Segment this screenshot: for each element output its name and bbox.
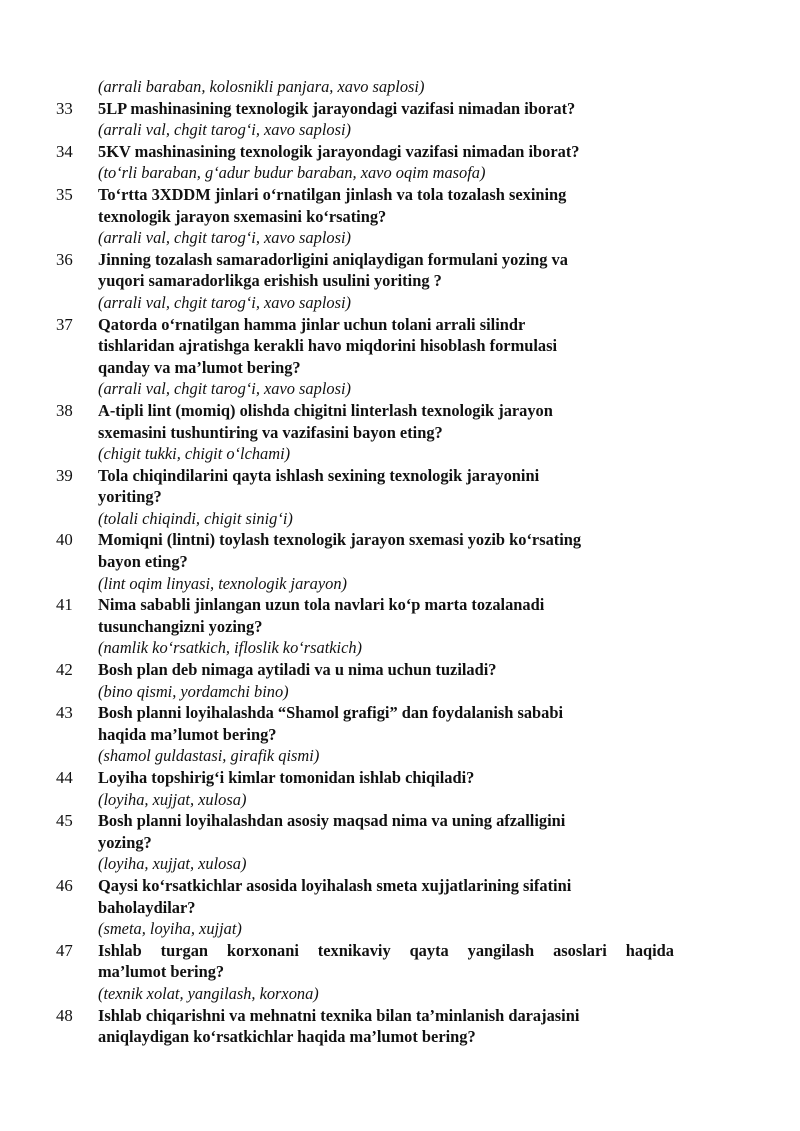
- question-text: Qaysi ko‘rsatkichlar asosida loyihalash smeta xujjatlarining sifatini: [98, 875, 572, 895]
- question-line: [0, 314, 800, 336]
- question-text: texnologik jarayon sxemasini ko‘rsating?: [98, 206, 387, 226]
- question-line: [0, 1005, 800, 1027]
- question-text: Nima sababli jinlangan uzun tola navlari ko‘p marta tozalanadi: [98, 595, 545, 615]
- keywords-text: (texnik xolat, yangilash, korxona): [98, 983, 319, 1003]
- keywords-text: (chigit tukki, chigit o‘lchami): [98, 444, 291, 464]
- question-text: aniqlaydigan ko‘rsatkichlar haqida ma’lumot bering?: [98, 1027, 476, 1047]
- question-item: [0, 810, 800, 875]
- question-text: yozing?: [98, 832, 152, 852]
- question-line: [0, 551, 800, 573]
- question-line: [0, 961, 800, 983]
- question-line: [0, 184, 800, 206]
- question-line: [0, 616, 800, 638]
- question-number: 45: [56, 811, 73, 831]
- question-line: [0, 875, 800, 897]
- question-item: [0, 249, 800, 314]
- question-number: 42: [56, 660, 73, 680]
- keywords-text: (shamol guldastasi, girafik qismi): [98, 746, 320, 766]
- question-text: A-tipli lint (momiq) olishda chigitni linterlash texnologik jarayon: [98, 400, 553, 420]
- keywords-line: [0, 292, 800, 314]
- question-text: Momiqni (lintni) toylash texnologik jarayon sxemasi yozib ko‘rsating: [98, 530, 582, 550]
- question-text: Ishlab chiqarishni va mehnatni texnika bilan ta’minlanish darajasini: [98, 1005, 580, 1025]
- question-text: yoriting?: [98, 487, 162, 507]
- question-item: [0, 400, 800, 465]
- question-text: Bosh planni loyihalashda “Shamol grafigi” dan foydalanish sababi: [98, 703, 564, 723]
- question-item: [0, 465, 800, 530]
- keywords-line: [0, 443, 800, 465]
- question-line: [0, 400, 800, 422]
- question-line: [0, 897, 800, 919]
- question-text: baholaydilar?: [98, 897, 196, 917]
- question-text: Bosh planni loyihalashdan asosiy maqsad nima va uning afzalligini: [98, 811, 566, 831]
- question-line: [0, 141, 800, 163]
- question-item: [0, 141, 800, 184]
- question-number: 40: [56, 530, 73, 550]
- question-line: [0, 767, 800, 789]
- keywords-text: (arrali val, chgit tarog‘i, xavo saplosi): [98, 228, 351, 248]
- question-line: [0, 810, 800, 832]
- question-line: [0, 206, 800, 228]
- keywords-text: (loyiha, xujjat, xulosa): [98, 789, 247, 809]
- keywords-text: (smeta, loyiha, xujjat): [98, 919, 242, 939]
- question-line: [0, 98, 800, 120]
- lead-keywords-line: [0, 76, 800, 98]
- question-line: [0, 832, 800, 854]
- keywords-line: [0, 918, 800, 940]
- question-item: [0, 659, 800, 702]
- question-item: [0, 594, 800, 659]
- keywords-text: (lint oqim linyasi, texnologik jarayon): [98, 573, 348, 593]
- question-line: [0, 465, 800, 487]
- keywords-line: [0, 983, 800, 1005]
- keywords-text: (to‘rli baraban, g‘adur budur baraban, xavo oqim masofa): [98, 163, 486, 183]
- question-item: [0, 767, 800, 810]
- question-text: haqida ma’lumot bering?: [98, 724, 277, 744]
- question-line: [0, 659, 800, 681]
- question-text: bayon eting?: [98, 552, 188, 572]
- keywords-line: [0, 227, 800, 249]
- question-line: [0, 529, 800, 551]
- question-item: [0, 98, 800, 141]
- question-text: Jinning tozalash samaradorligini aniqlaydigan formulani yozing va: [98, 249, 568, 269]
- question-number: 34: [56, 141, 73, 161]
- keywords-text: (arrali val, chgit tarog‘i, xavo saplosi): [98, 292, 351, 312]
- question-line: [0, 1026, 800, 1048]
- question-number: 46: [56, 875, 73, 895]
- question-text: ma’lumot bering?: [98, 962, 225, 982]
- keywords-line: [0, 378, 800, 400]
- keywords-line: [0, 853, 800, 875]
- question-number: 35: [56, 184, 73, 204]
- question-line: [0, 724, 800, 746]
- question-line: [0, 270, 800, 292]
- keywords-line: [0, 573, 800, 595]
- question-item: [0, 184, 800, 249]
- question-line: [0, 486, 800, 508]
- keywords-line: [0, 508, 800, 530]
- question-line: [0, 335, 800, 357]
- question-text: sxemasini tushuntiring va vazifasini bayon eting?: [98, 422, 443, 442]
- keywords-line: [0, 745, 800, 767]
- keywords-text: (arrali val, chgit tarog‘i, xavo saplosi): [98, 379, 351, 399]
- question-number: 44: [56, 768, 73, 787]
- question-line: [0, 940, 800, 962]
- keywords-line: [0, 119, 800, 141]
- keywords-line: [0, 789, 800, 811]
- question-list: [0, 98, 800, 1048]
- question-line: [0, 422, 800, 444]
- question-text: tusunchangizni yozing?: [98, 616, 263, 636]
- question-item: [0, 702, 800, 767]
- question-line: [0, 594, 800, 616]
- question-item: [0, 1005, 800, 1048]
- question-item: [0, 314, 800, 400]
- question-number: 33: [56, 98, 73, 118]
- question-line: [0, 249, 800, 271]
- question-text: To‘rtta 3XDDM jinlari o‘rnatilgan jinlash va tola tozalash sexining: [98, 184, 567, 204]
- question-number: 38: [56, 400, 73, 420]
- question-number: 41: [56, 595, 73, 615]
- question-text: 5LP mashinasining texnologik jarayondagi vazifasi nimadan iborat?: [98, 98, 576, 118]
- question-text: tishlaridan ajratishga kerakli havo miqdorini hisoblash formulasi: [98, 336, 558, 356]
- question-number: 36: [56, 249, 73, 269]
- question-text: qanday va ma’lumot bering?: [98, 357, 301, 377]
- question-text: Bosh plan deb nimaga aytiladi va u nima uchun tuziladi?: [98, 660, 497, 680]
- question-item: [0, 940, 800, 1005]
- question-line: [0, 357, 800, 379]
- question-text: Tola chiqindilarini qayta ishlash sexining texnologik jarayonini: [98, 465, 540, 485]
- keywords-line: [0, 637, 800, 659]
- question-text: Qatorda o‘rnatilgan hamma jinlar uchun tolani arrali silindr: [98, 314, 526, 334]
- keywords-line: [0, 162, 800, 184]
- keywords-text: (namlik ko‘rsatkich, ifloslik ko‘rsatkich): [98, 638, 363, 658]
- question-text: Ishlab turgan korxonani texnikaviy qayta yangilash asoslari haqida: [98, 940, 674, 960]
- question-number: 37: [56, 314, 73, 334]
- keywords-text: (arrali val, chgit tarog‘i, xavo saplosi): [98, 120, 351, 140]
- question-number: 39: [56, 465, 73, 485]
- question-number: 48: [56, 1005, 73, 1025]
- question-line: [0, 702, 800, 724]
- keywords-line: [0, 681, 800, 703]
- keywords-text: (tolali chiqindi, chigit sinig‘i): [98, 508, 293, 528]
- keywords-text: (arrali baraban, kolosnikli panjara, xavo saplosi): [98, 77, 425, 96]
- question-number: 47: [56, 940, 73, 960]
- question-text: yuqori samaradorlikga erishish usulini yoriting ?: [98, 271, 442, 291]
- document-page: [0, 76, 800, 1048]
- keywords-text: (bino qismi, yordamchi bino): [98, 681, 289, 701]
- keywords-text: (loyiha, xujjat, xulosa): [98, 854, 247, 874]
- question-text: Loyiha topshirig‘i kimlar tomonidan ishlab chiqiladi?: [98, 768, 475, 787]
- question-number: 43: [56, 703, 73, 723]
- question-item: [0, 529, 800, 594]
- question-text: 5KV mashinasining texnologik jarayondagi vazifasi nimadan iborat?: [98, 141, 580, 161]
- question-item: [0, 875, 800, 940]
